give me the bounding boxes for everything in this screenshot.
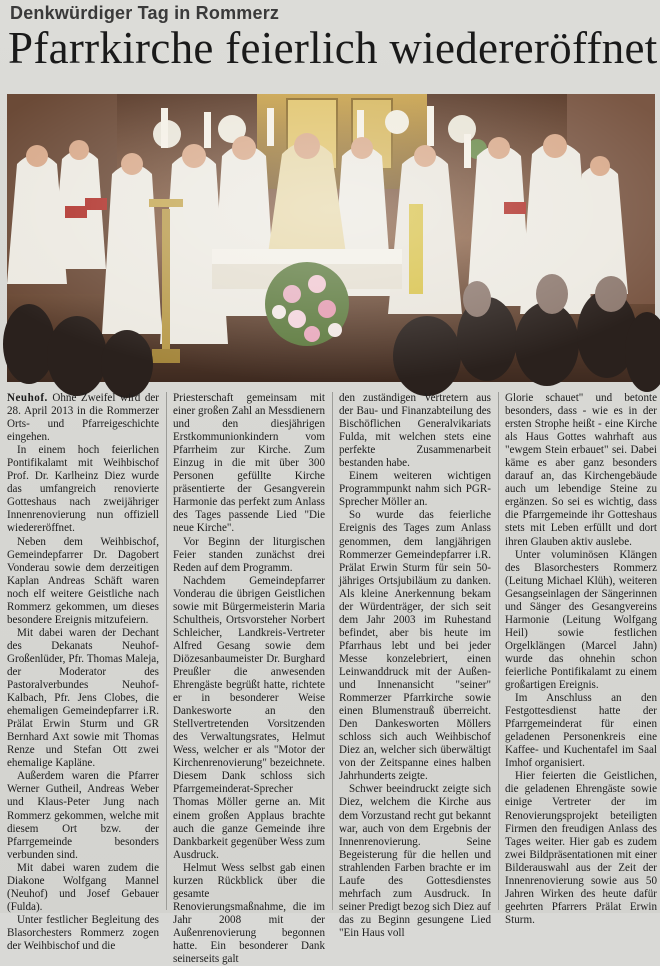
article-column-3 bbox=[339, 392, 491, 939]
paragraph: Einem weiteren wichtigen Programmpunkt nahm sich PGR-Sprecher Möller an. bbox=[339, 470, 491, 509]
article-column-1 bbox=[7, 392, 159, 952]
paragraph: Helmut Wess selbst gab einen kurzen Rückblick über die gesamte Renovierungsmaßnahme, die im Jahr 2008 mit der Außenrenovierung begonnen hatte. Ein besonderer Dank seinerseits galt bbox=[173, 861, 325, 966]
paragraph: Nachdem Gemeindepfarrer Vonderau die übrigen Geistlichen sowie mit Bürgermeisterin Maria Schultheis, Ortsvorsteher Norbert Schleicher, Landkreis-Vertreter Alfred Gesang sowie dem Diözesanbaumeister Dr. Burghard Preußler die anwesenden Ehrengäste begrüßt hatte, richtete er in besonderer Weise Dankesworte an den Stellvertretenden Vorsitzenden des Verwaltungsrates, Helmut Wess, welcher er als "Motor der Kirchenrenovierung" bezeichnete. Diesem Dank schloss sich Pfarrgemeinderat-Sprecher Thomas Möller gerne an. Mit einem großen Applaus brachte auch die ganze Gemeinde ihre Dankbarkeit gegenüber Wess zum Ausdruck. bbox=[173, 574, 325, 861]
dateline: Neuhof. bbox=[7, 392, 48, 404]
paragraph: Mit dabei waren zudem die Diakone Wolfgang Mannel (Neuhof) und Josef Gebauer (Fulda). bbox=[7, 861, 159, 913]
paragraph: Hier feierten die Geistlichen, die geladenen Ehrengäste sowie einige Vertreter der im Renovierungsprojekt beteiligten Firmen den freudigen Anlass des Tages weiter. Hier gab es zudem zwei Bildpräsentationen mit einer Bilderauswahl aus der Zeit der Innenrenovierung sowie aus 50 Jahren Wirken des heute dafür geehrten Pfarrers Prälat Erwin Sturm. bbox=[505, 770, 657, 926]
paragraph-text: Ohne Zweifel wird der 28. April 2013 in die Rommerzer Orts- und Pfarreigeschichte eingehen. bbox=[7, 392, 159, 444]
paragraph: Neben dem Weihbischof, Gemeindepfarrer Dr. Dagobert Vonderau sowie dem derzeitigen Kaplan Andreas Schäft waren noch elf weitere Geistliche nach Rommerz gekommen, um dieses besondere Ereignis mitzufeiern. bbox=[7, 535, 159, 626]
article-kicker: Denkwürdiger Tag in Rommerz bbox=[10, 3, 280, 23]
paragraph: Vor Beginn der liturgischen Feier standen zunächst drei Reden auf dem Programm. bbox=[173, 535, 325, 574]
column-divider bbox=[166, 392, 167, 910]
paragraph bbox=[7, 392, 159, 444]
article-photo bbox=[7, 94, 655, 382]
article-body bbox=[7, 392, 657, 966]
paragraph: Glorie schauet" und betonte besonders, dass - wie es in der ersten Strophe heißt - eine Kirche als Haus Gottes wahrhaft aus "ewgem Stein erbauet" sei. Dabei käme es aber ganz besonders darauf an, das Kirchengebäude auch um lebendige Steine zu ergänzen. So sei es wichtig, dass die Pfarrgemeinde ihr Gotteshaus stets mit Leben erfüllt und dort ihren Glauben aktiv auslebe. bbox=[505, 392, 657, 548]
column-divider bbox=[332, 392, 333, 910]
paragraph: Außerdem waren die Pfarrer Werner Gutheil, Andreas Weber und Klaus-Peter Jung nach Rommerz gekommen, welche mit diesem Ort bzw. der Pfarrgemeinde besonders verbunden sind. bbox=[7, 770, 159, 861]
church-mass-photo bbox=[7, 94, 655, 382]
paragraph: Schwer beeindruckt zeigte sich Diez, welchem die Kirche aus dem Vorzustand recht gut bekannt war, auch von dem Ergebnis der Innenrenovierung. Seine Begeisterung für die hellen und strahlenden Farben brachte er im Laufe des Gottesdienstes mehrfach zum Ausdruck. In seiner Predigt bezog sich Diez auf das zu Beginn gesungene Lied "Ein Haus voll bbox=[339, 783, 491, 939]
column-divider bbox=[498, 392, 499, 910]
article-headline: Pfarrkirche feierlich wiedereröffnet bbox=[8, 23, 658, 73]
paragraph: Mit dabei waren der Dechant des Dekanats Neuhof-Großenlüder, Pfr. Thomas Maleja, der Moderator des Pastoralverbundes Neuhof-Kalbach, Pfr. Jens Clobes, die ehemaligen Gemeindepfarrer i.R. Prälat Erwin Sturm und GR Bernhard Axt sowie mit Thomas Renze und Stefan Ott zwei ehemalige Kapläne. bbox=[7, 626, 159, 770]
article-column-4 bbox=[505, 392, 657, 926]
paragraph: Priesterschaft gemeinsam mit einer großen Zahl an Messdienern und den diesjährigen Erstkommunionkindern vom Pfarrheim zur Kirche. Zum Einzug in die mit über 300 Personen gefüllte Kirche präsentierte der Gesangverein Harmonie das perfekt zum Anlass des Tages passende Lied "Die neue Kirche". bbox=[173, 392, 325, 535]
paragraph: den zuständigen Vertretern aus der Bau- und Finanzabteilung des Bischöflichen Generalvikariats Fulda, mit welchen stets eine perfekte Zusammenarbeit bestanden habe. bbox=[339, 392, 491, 470]
paragraph: In einem hoch feierlichen Pontifikalamt mit Weihbischof Prof. Dr. Karlheinz Diez wurde das umfangreich renovierte Gotteshaus nach zweijähriger Innenrenovierung nun offiziell wiedereröffnet. bbox=[7, 444, 159, 535]
paragraph: So wurde das feierliche Ereignis des Tages zum Anlass genommen, dem langjährigen Rommerzer Gemeindepfarrer i.R. Prälat Erwin Sturm für sein 50-jähriges Ortsjubiläum zu danken. Als kleine Anerkennung bekam der Würdenträger, der sich seit dem Jahr 2003 im Ruhestand befindet, aber bis heute im Pfarrhaus lebt und bei jeder Messe konzelebriert, einen Leinwanddruck mit der Außen- und Innenansicht "seiner" Rommerzer Pfarrkirche sowie einen Blumenstrauß überreicht. Den Dankesworten Möllers schloss sich auch Weihbischof Diez an, welcher sich überwältigt von der Zeitspanne eines halben Jahrhunderts zeigte. bbox=[339, 509, 491, 783]
paragraph: Unter festlicher Begleitung des Blasorchesters Rommerz zogen der Weihbischof und die bbox=[7, 913, 159, 952]
paragraph: Im Anschluss an den Festgottesdienst hatte der Pfarrgemeinderat für einen geladenen Personenkreis eine Kaffee- und Kuchentafel im Saal Imhof organisiert. bbox=[505, 692, 657, 770]
article-column-2 bbox=[173, 392, 325, 966]
paragraph: Unter voluminösen Klängen des Blasorchesters Rommerz (Leitung Michael Klüh), weiteren Gesangseinlagen der Sängerinnen und Sänger des Gesangvereins Harmonie (Leitung Wolfgang Heil) sowie festlichen Orgelklängen (Marcel Jahn) wurde das ohnehin schon feierliche Pontifikalamt zu einem großartigen Ereignis. bbox=[505, 548, 657, 692]
